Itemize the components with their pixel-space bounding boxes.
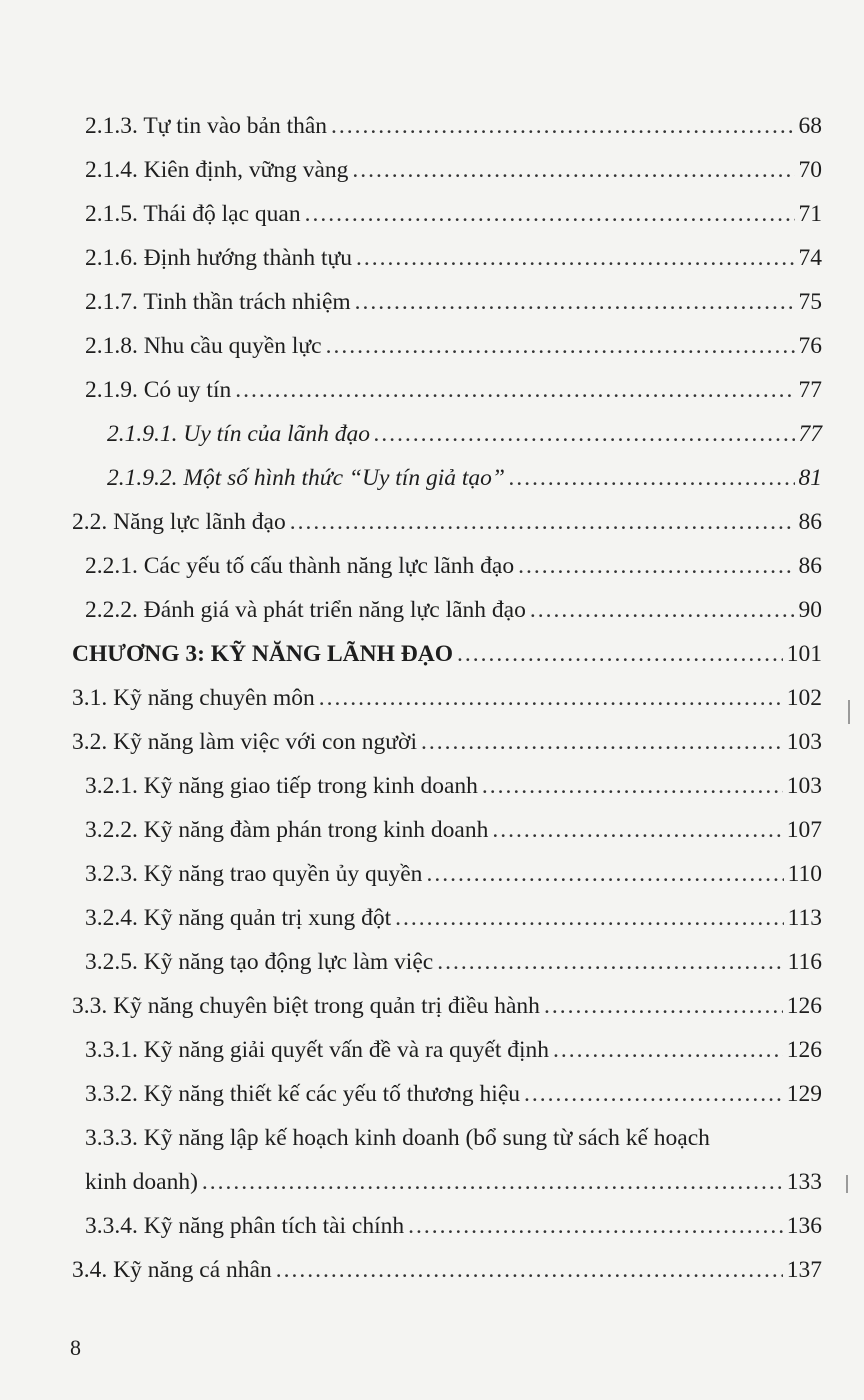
toc-entry-title: 2.1.9.1. Uy tín của lãnh đạo (107, 421, 371, 447)
toc-entry-title: 2.1.8. Nhu cầu quyền lực (85, 333, 322, 359)
toc-entry (85, 1204, 822, 1248)
toc-entry-title: 3.2.4. Kỹ năng quản trị xung đột (85, 905, 392, 931)
toc-leader-dots (235, 368, 794, 412)
toc-entry (72, 720, 822, 764)
toc-leader-dots (305, 192, 795, 236)
table-of-contents (0, 104, 864, 1292)
toc-leader-dots (331, 104, 794, 148)
toc-entry-title: 2.1.7. Tinh thần trách nhiệm (85, 289, 351, 315)
toc-entry-title: 3.2.5. Kỹ năng tạo động lực làm việc (85, 949, 434, 975)
toc-entry-title: 3.2.2. Kỹ năng đàm phán trong kinh doanh (85, 817, 489, 843)
toc-entry-title: 3.3. Kỹ năng chuyên biệt trong quản trị điều hành (72, 993, 540, 1019)
toc-entry-page: 107 (786, 817, 822, 843)
toc-entry (85, 280, 822, 324)
toc-leader-dots (530, 588, 795, 632)
toc-entry-page: 129 (786, 1081, 822, 1107)
toc-entry (85, 192, 822, 236)
toc-leader-dots (437, 940, 783, 984)
edge-mark (846, 1175, 848, 1193)
toc-leader-dots (509, 456, 795, 500)
toc-entry-page: 70 (798, 157, 822, 183)
toc-leader-dots (202, 1160, 783, 1204)
toc-entry-title: 2.2.2. Đánh giá và phát triển năng lực lãnh đạo (85, 597, 526, 623)
toc-entry (85, 808, 822, 852)
toc-leader-dots (421, 720, 783, 764)
toc-entry-title-line1: 3.3.3. Kỹ năng lập kế hoạch kinh doanh (bổ sung từ sách kế hoạch (85, 1125, 710, 1151)
toc-entry (107, 456, 822, 500)
toc-entry-page: 137 (786, 1257, 822, 1283)
toc-entry-multiline (85, 1116, 822, 1204)
toc-entry-title: 3.4. Kỹ năng cá nhân (72, 1257, 272, 1283)
toc-leader-dots (426, 852, 783, 896)
toc-entry-title: 2.2.1. Các yếu tố cấu thành năng lực lãnh đạo (85, 553, 515, 579)
toc-leader-dots (319, 676, 783, 720)
toc-entry-page: 110 (787, 861, 822, 887)
toc-entry-title: 3.2. Kỹ năng làm việc với con người (72, 729, 417, 755)
toc-entry-page: 113 (787, 905, 822, 931)
toc-leader-dots (395, 896, 783, 940)
toc-leader-dots (492, 808, 782, 852)
toc-entry-title: 3.2.3. Kỹ năng trao quyền ủy quyền (85, 861, 423, 887)
toc-entry-page: 101 (786, 641, 822, 667)
toc-entry-page: 77 (798, 421, 822, 447)
toc-entry-page: 71 (798, 201, 822, 227)
toc-entry (85, 104, 822, 148)
toc-entry (72, 500, 822, 544)
toc-leader-dots (518, 544, 794, 588)
toc-entry (85, 544, 822, 588)
toc-entry-page: 86 (798, 509, 822, 535)
toc-leader-dots (326, 324, 795, 368)
toc-entry-page: 86 (798, 553, 822, 579)
toc-entry-title: 2.2. Năng lực lãnh đạo (72, 509, 286, 535)
toc-leader-dots (553, 1028, 783, 1072)
toc-entry-page: 103 (786, 773, 822, 799)
toc-entry (85, 1028, 822, 1072)
toc-entry (107, 412, 822, 456)
toc-entry-page: 74 (798, 245, 822, 271)
toc-entry (85, 940, 822, 984)
toc-entry-page: 133 (786, 1169, 822, 1195)
toc-entry-title: 2.1.5. Thái độ lạc quan (85, 201, 301, 227)
toc-entry (85, 764, 822, 808)
page-number: 8 (70, 1335, 81, 1360)
toc-entry (85, 896, 822, 940)
toc-entry-title: 3.3.2. Kỹ năng thiết kế các yếu tố thương hiệu (85, 1081, 521, 1107)
toc-entry (85, 324, 822, 368)
toc-entry (72, 1248, 822, 1292)
toc-entry-page: 126 (786, 1037, 822, 1063)
toc-entry (85, 588, 822, 632)
toc-entry-page: 81 (798, 465, 822, 491)
toc-leader-dots (356, 236, 794, 280)
toc-entry-page: 75 (798, 289, 822, 315)
toc-leader-dots (544, 984, 783, 1028)
toc-leader-dots (290, 500, 795, 544)
toc-leader-dots (276, 1248, 783, 1292)
toc-entry-page: 116 (787, 949, 822, 975)
toc-entry (72, 984, 822, 1028)
toc-entry (72, 676, 822, 720)
toc-leader-dots (408, 1204, 783, 1248)
toc-leader-dots (457, 632, 783, 676)
toc-entry-title: 3.3.1. Kỹ năng giải quyết vấn đề và ra quyết định (85, 1037, 550, 1063)
toc-entry-title: 2.1.9. Có uy tín (85, 377, 232, 403)
toc-leader-dots (355, 280, 795, 324)
toc-entry-title: 3.3.4. Kỹ năng phân tích tài chính (85, 1213, 405, 1239)
toc-entry-title: 2.1.6. Định hướng thành tựu (85, 245, 353, 271)
toc-entry (85, 1072, 822, 1116)
toc-entry-page: 76 (798, 333, 822, 359)
toc-leader-dots (524, 1072, 783, 1116)
toc-leader-dots (482, 764, 783, 808)
toc-entry-page: 77 (798, 377, 822, 403)
toc-entry (72, 632, 822, 676)
toc-entry-title: CHƯƠNG 3: KỸ NĂNG LÃNH ĐẠO (72, 641, 453, 667)
toc-entry-title: 3.2.1. Kỹ năng giao tiếp trong kinh doanh (85, 773, 478, 799)
toc-leader-dots (352, 148, 794, 192)
toc-entry-page: 103 (786, 729, 822, 755)
toc-entry (85, 236, 822, 280)
toc-entry-page: 136 (786, 1213, 822, 1239)
toc-entry-page: 68 (798, 113, 822, 139)
toc-leader-dots (374, 412, 794, 456)
toc-entry-title: 2.1.4. Kiên định, vững vàng (85, 157, 349, 183)
edge-mark (848, 700, 850, 724)
toc-entry (85, 368, 822, 412)
toc-entry-page: 90 (798, 597, 822, 623)
toc-entry (85, 148, 822, 192)
toc-entry-page: 102 (786, 685, 822, 711)
toc-entry (85, 852, 822, 896)
toc-entry-title: 2.1.3. Tự tin vào bản thân (85, 113, 328, 139)
toc-entry-title-line2: kinh doanh) (85, 1169, 198, 1195)
toc-entry-page: 126 (786, 993, 822, 1019)
toc-entry-title: 3.1. Kỹ năng chuyên môn (72, 685, 315, 711)
toc-entry-title: 2.1.9.2. Một số hình thức “Uy tín giả tạo” (107, 465, 505, 491)
